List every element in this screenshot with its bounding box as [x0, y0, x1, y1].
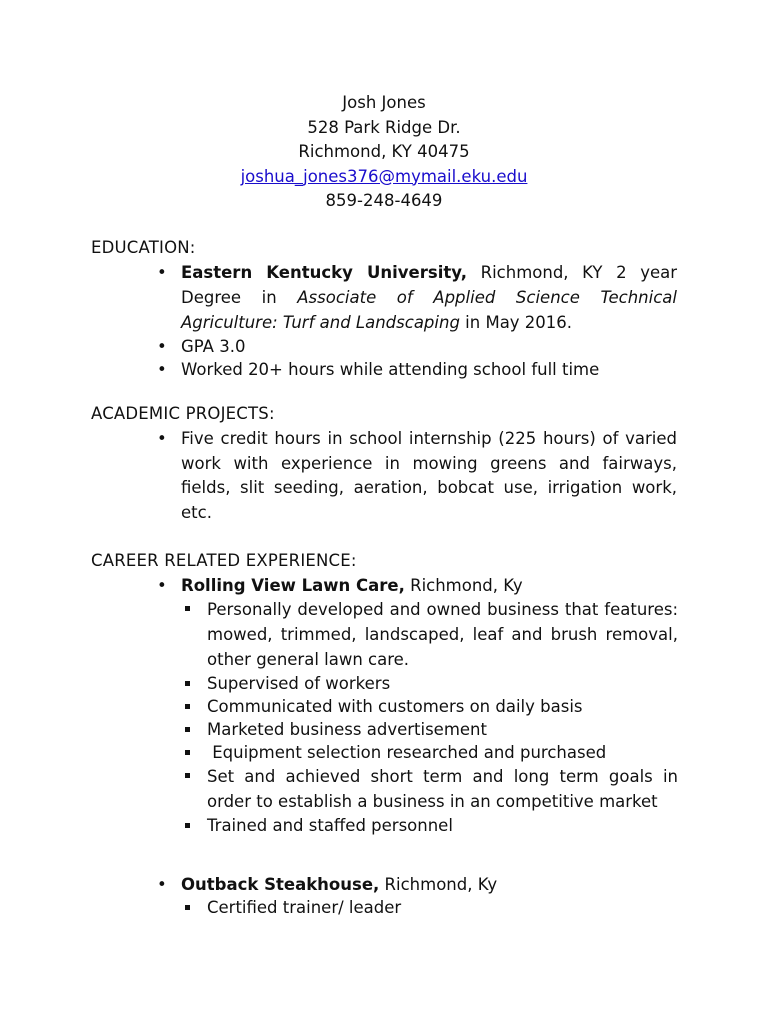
duty-item: Set and achieved short term and long term goals in order to establish a business in an competitive market	[161, 764, 678, 814]
contact-header	[0, 91, 768, 214]
employer-location: Richmond, Ky	[404, 576, 523, 595]
employer-name: Outback Steakhouse,	[181, 875, 380, 894]
employer-name: Rolling View Lawn Care,	[181, 576, 405, 595]
street-address: 528 Park Ridge Dr.	[307, 117, 461, 137]
job-item	[0, 574, 677, 837]
duty-item: Equipment selection researched and purchased	[161, 741, 678, 764]
internship-item: • Five credit hours in school internship (225 hours) of varied work with experience in mowing greens and fairways, fields, slit seeding, aeration, bobcat use, irrigation work, etc.	[0, 427, 677, 525]
duty-item: Communicated with customers on daily basis	[161, 695, 678, 718]
duty-item: Personally developed and owned business that features: mowed, trimmed, landscaped, leaf and brush removal, other general lawn care.	[161, 597, 678, 672]
gpa-item: • GPA 3.0	[0, 335, 677, 358]
job-duties-list	[181, 597, 677, 837]
degree-date: in May 2016.	[459, 313, 573, 332]
employer-location: Richmond, Ky	[379, 875, 498, 894]
career-experience-heading: CAREER RELATED EXPERIENCE:	[91, 551, 357, 570]
job-item	[0, 873, 677, 919]
career-job-list-1	[0, 574, 768, 837]
education-school-item	[0, 260, 677, 335]
applicant-name: Josh Jones	[342, 93, 426, 112]
email-link[interactable]: joshua_jones376@mymail.eku.edu	[240, 166, 528, 186]
duty-item: Certified trainer/ leader	[161, 896, 678, 919]
education-list	[0, 260, 768, 381]
duty-item: Supervised of workers	[161, 672, 678, 695]
duty-item: Marketed business advertisement	[161, 718, 678, 741]
job-duties-list	[181, 896, 677, 919]
city-state-zip: Richmond, KY 40475	[298, 142, 470, 161]
duty-item: Trained and staffed personnel	[161, 814, 678, 837]
school-name: Eastern Kentucky University,	[181, 263, 467, 282]
career-job-list-2	[0, 873, 768, 919]
work-while-school-item: • Worked 20+ hours while attending school full time	[0, 358, 677, 381]
education-heading: EDUCATION:	[91, 238, 196, 257]
academic-projects-list	[0, 427, 768, 525]
academic-projects-heading: ACADEMIC PROJECTS:	[91, 404, 275, 423]
degree-name: Associate of Applied Science Technical Agriculture: Turf and Landscaping	[181, 288, 677, 332]
phone-number: 859-248-4649	[325, 191, 443, 210]
school-location: Richmond, KY 2 year Degree in	[181, 263, 678, 307]
